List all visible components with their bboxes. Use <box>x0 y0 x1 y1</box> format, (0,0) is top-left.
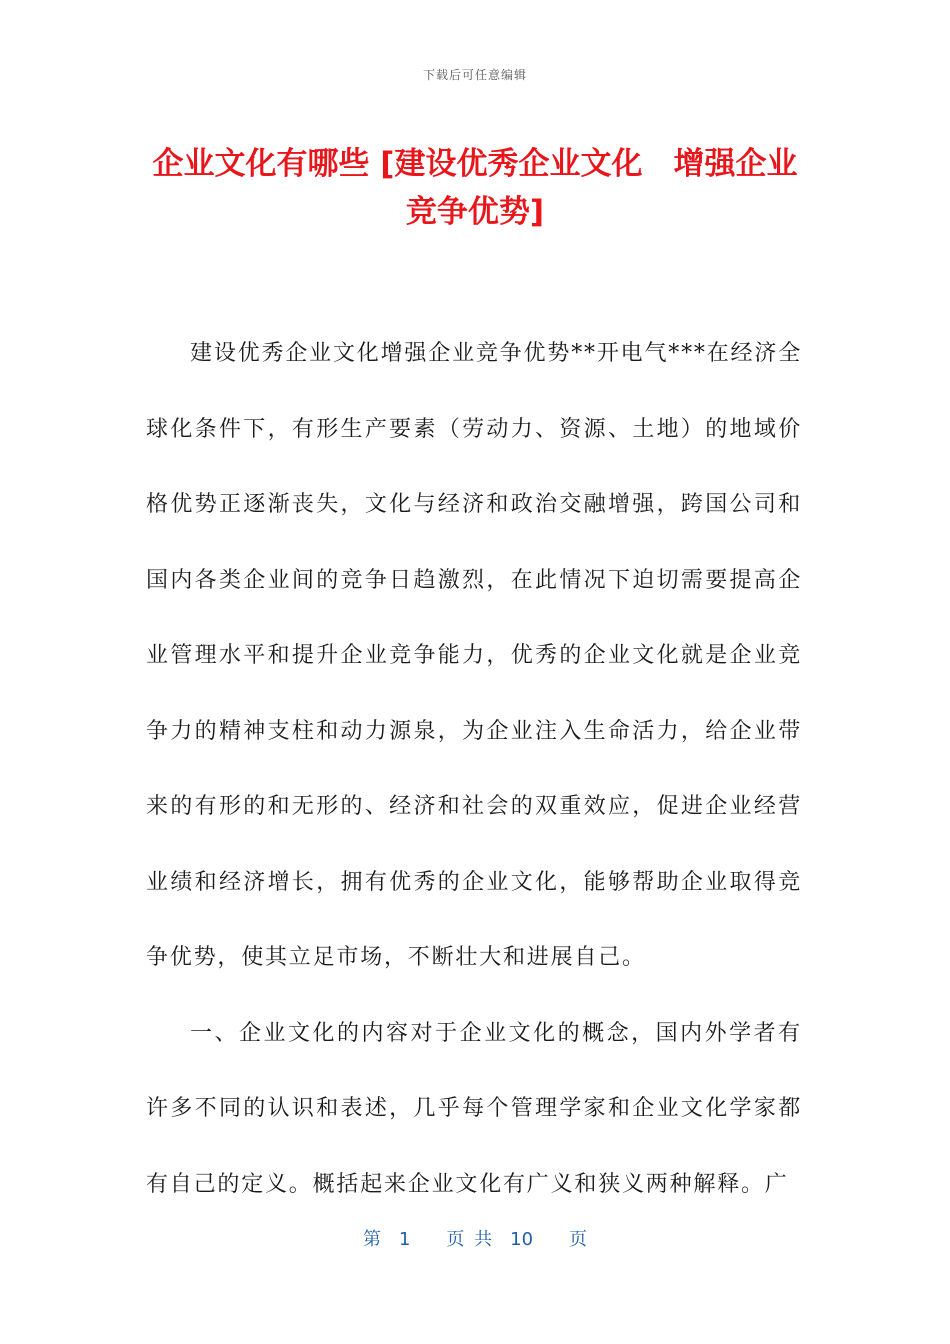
paragraph-2: 一、企业文化的内容对于企业文化的概念，国内外学者有许多不同的认识和表述，几乎每个管理学家和企业文化学家都有自己的定义。概括起来企业文化有广义和狭义两种解释。广 <box>146 1020 802 1197</box>
header-note: 下载后可任意编辑 <box>422 68 527 82</box>
paragraph-1: 建设优秀企业文化增强企业竞争优势**开电气***在经济全球化条件下，有形生产要素（劳动力、资源、土地）的地域价格优势正逐渐丧失，文化与经济和政治交融增强，跨国公司和国内各类企业间的竞争日趋激烈，在此情况下迫切需要提高企业管理水平和提升企业竞争能力，优秀的企业文化就是企业竞争力的精神支柱和动力源泉，为企业注入生命活力，给企业带来的有形的和无形的、经济和社会的双重效应，促进企业经营业绩和经济增长，拥有优秀的企业文化，能够帮助企业取得竞争优势，使其立足市场，不断壮大和进展自己。 <box>146 341 802 970</box>
page-number-footer: 第 1 页 共 10 页 <box>362 1229 588 1250</box>
document-body <box>146 316 802 1222</box>
document-title: 企业文化有哪些 [建设优秀企业文化 增强企业竞争优势] <box>152 146 798 230</box>
